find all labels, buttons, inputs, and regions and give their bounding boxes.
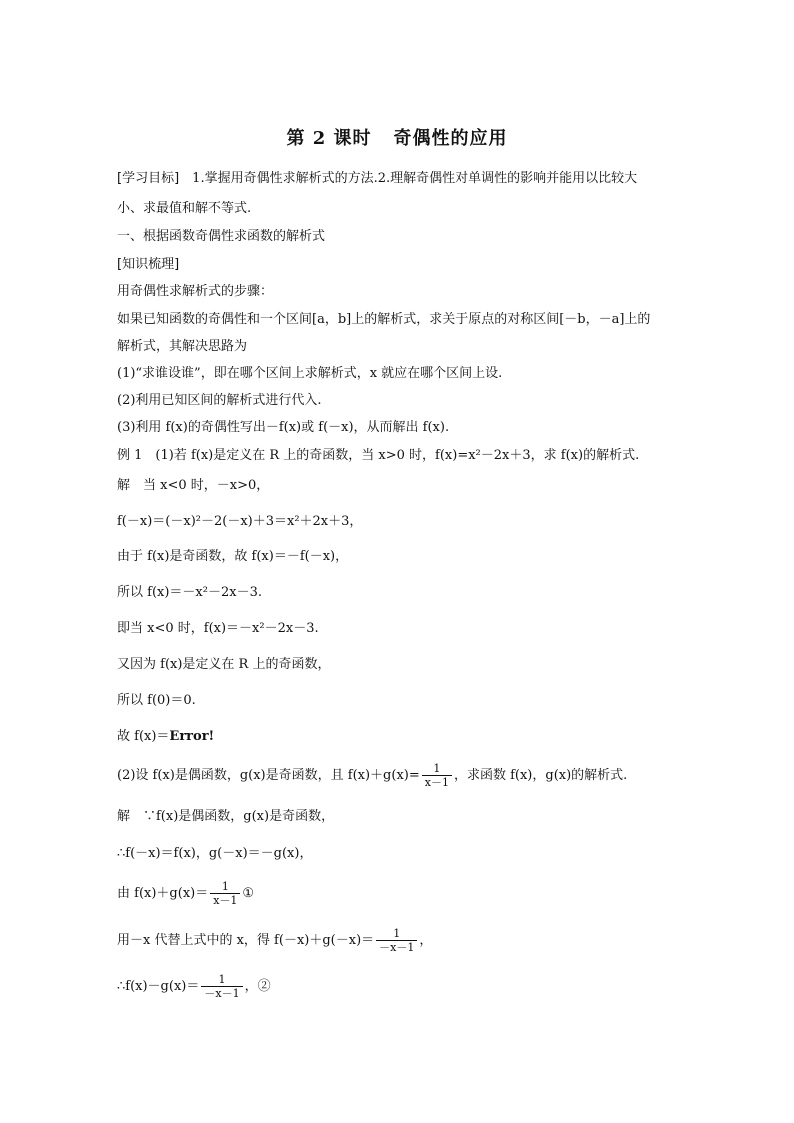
knowledge-label: [知识梳理] — [117, 257, 180, 272]
fraction — [201, 973, 242, 1000]
fraction-numerator: 1 — [376, 927, 417, 941]
equation-suffix: ，② — [244, 979, 271, 994]
solution-line: 又因为 f(x)是定义在 R 上的奇函数， — [117, 657, 331, 672]
solution-line — [117, 880, 254, 907]
steps-line-1: 如果已知函数的奇偶性和一个区间[a，b]上的解析式，求关于原点的对称区间[－b，－a]上的 — [117, 312, 651, 327]
solution-line: 即当 x<0 时，f(x)＝－x²－2x－3. — [117, 621, 319, 636]
step-2: (2)利用已知区间的解析式进行代入. — [117, 393, 322, 408]
section-heading: 一、根据函数奇偶性求函数的解析式 — [117, 229, 326, 244]
solution-line — [117, 728, 214, 746]
fraction-denominator: x－1 — [424, 776, 449, 789]
solution-line: 解 当 x<0 时，－x>0， — [117, 478, 270, 493]
objectives-label: [学习目标] — [117, 171, 180, 186]
solution-line: 所以 f(0)＝0. — [117, 693, 196, 708]
fraction-denominator: －x－1 — [204, 987, 240, 1000]
solution-line: f(－x)＝(－x)²－2(－x)＋3＝x²＋2x＋3， — [117, 514, 363, 529]
fraction-denominator: x－1 — [213, 894, 238, 907]
equation-prefix: ∴f(x)－g(x)＝ — [117, 979, 200, 994]
step-3: (3)利用 f(x)的奇偶性写出－f(x)或 f(－x)，从而解出 f(x). — [117, 420, 450, 435]
fraction-numerator: 1 — [210, 880, 240, 894]
fraction-denominator: －x－1 — [379, 941, 415, 954]
equation-prefix: 用－x 代替上式中的 x，得 f(－x)＋g(－x)＝ — [117, 933, 375, 948]
fraction — [210, 880, 240, 907]
equation-suffix: ， — [419, 933, 433, 948]
objectives-text-1: 1.掌握用奇偶性求解析式的方法.2.理解奇偶性对单调性的影响并能用以比较大 — [192, 171, 638, 186]
step-1: (1)“求谁设谁”，即在哪个区间上求解析式，x 就应在哪个区间上设. — [117, 366, 503, 381]
example-1-question-2 — [117, 762, 627, 789]
solution-line — [117, 973, 271, 1000]
equation-suffix: ① — [242, 886, 255, 901]
title-topic: 奇偶性的应用 — [393, 128, 508, 149]
solution-line: 所以 f(x)＝－x²－2x－3. — [117, 585, 262, 600]
objectives-line-1 — [117, 170, 637, 188]
solution-line — [117, 927, 432, 954]
solution-line: 由于 f(x)是奇函数，故 f(x)＝－f(－x)， — [117, 549, 349, 564]
fraction — [376, 927, 417, 954]
steps-line-2: 解析式，其解决思路为 — [117, 339, 248, 354]
example-1-question-1: 例 1 (1)若 f(x)是定义在 R 上的奇函数，当 x>0 时，f(x)=x²－2x＋3，求 f(x)的解析式. — [117, 448, 640, 463]
error-text: Error! — [169, 729, 215, 744]
fraction-numerator: 1 — [201, 973, 242, 987]
solution-line: 解 ∵f(x)是偶函数，g(x)是奇函数， — [117, 809, 335, 824]
equation-prefix: 由 f(x)＋g(x)＝ — [117, 886, 209, 901]
solution-prefix: 故 f(x)＝ — [117, 729, 170, 744]
page-title — [0, 124, 794, 150]
question-prefix: (2)设 f(x)是偶函数，g(x)是奇函数，且 f(x)＋g(x)= — [117, 768, 420, 783]
fraction-numerator: 1 — [422, 762, 452, 776]
title-lesson: 第 2 课时 — [286, 128, 372, 149]
solution-line: ∴f(－x)＝f(x)，g(－x)＝－g(x)， — [117, 846, 313, 861]
steps-intro: 用奇偶性求解析式的步骤： — [117, 284, 274, 299]
question-suffix: ，求函数 f(x)，g(x)的解析式. — [453, 768, 628, 783]
objectives-line-2: 小、求最值和解不等式. — [117, 201, 252, 216]
fraction — [422, 762, 452, 789]
